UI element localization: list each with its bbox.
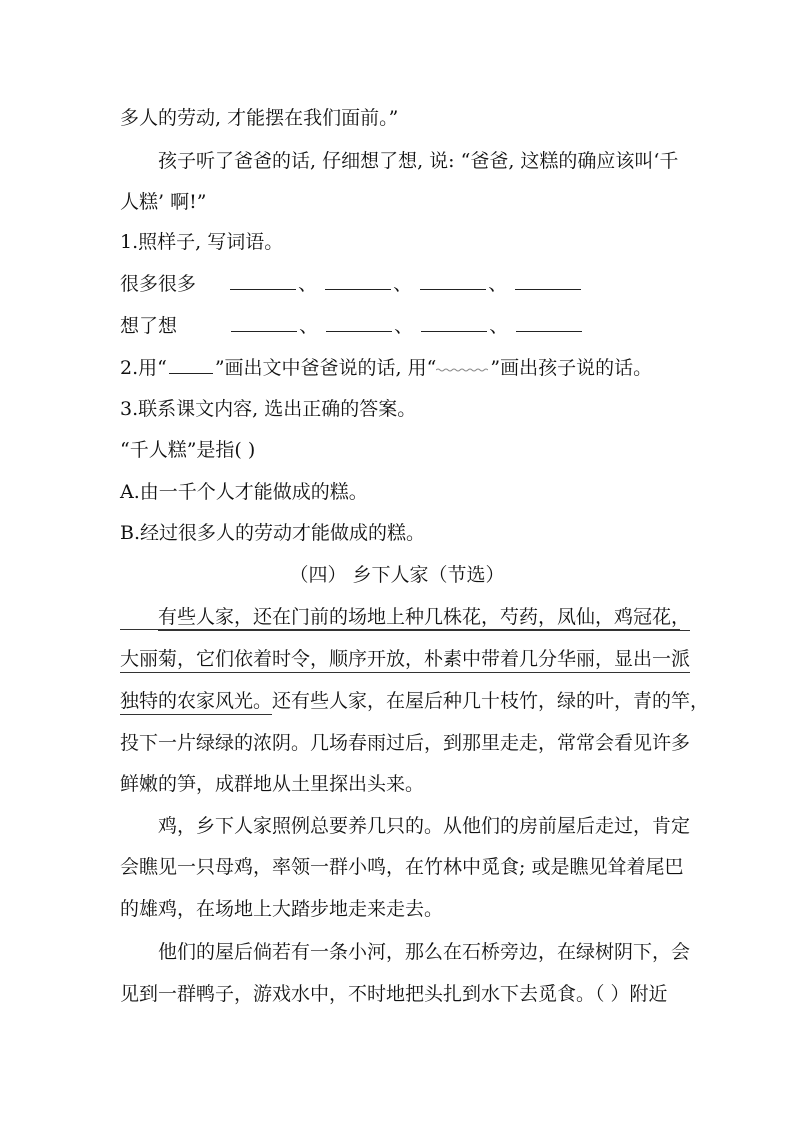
- q2-text: ”画出孩子说的话。: [490, 357, 653, 379]
- text-line: 见到一群鸭子，游戏水中，不时地把头扎到水下去觅食。（ ）附近: [120, 983, 668, 1005]
- wavy-underline-sample: [436, 358, 490, 374]
- separator: 、: [488, 273, 508, 295]
- question-3-stem: “千人糕”是指( ): [120, 439, 256, 461]
- answer-blank[interactable]: [325, 273, 391, 290]
- question-3: 3.联系课文内容, 选出正确的答案。: [120, 398, 417, 420]
- example-row-2: [120, 314, 584, 338]
- question-1: 1.照样子, 写词语。: [120, 231, 284, 253]
- separator: 、: [393, 273, 413, 295]
- example-word: 想了想: [120, 315, 178, 337]
- section-title: （四） 乡下人家（节选）: [289, 564, 505, 586]
- answer-blank[interactable]: [515, 273, 581, 290]
- separator: 、: [489, 315, 509, 337]
- answer-blank[interactable]: [420, 273, 486, 290]
- separator: 、: [298, 273, 318, 295]
- q2-text: 2.用“: [120, 357, 167, 379]
- text-line: 多人的劳动, 才能摆在我们面前。”: [120, 107, 399, 129]
- text-span: 还有些人家，在屋后种几十枝竹，绿的叶，青的竿，: [272, 690, 710, 712]
- option-a[interactable]: A.由一千个人才能做成的糕。: [120, 481, 368, 503]
- text-line: 会瞧见一只母鸡，率领一群小鸣，在竹林中觅食; 或是瞧见耸着尾巴: [120, 856, 684, 878]
- example-row-1: [120, 272, 583, 296]
- text-line: 鸡，乡下人家照例总要养几只的。从他们的房前屋后走过，肯定: [158, 815, 691, 837]
- straight-underline-sample: [169, 357, 213, 374]
- text-line: 鲜嫩的笋，成群地从土里探出头来。: [120, 773, 425, 795]
- text-line: 的雄鸡，在场地上大踏步地走来走去。: [120, 898, 444, 920]
- underlined-sentence: 有些人家，还在门前的场地上种几株花，芍药，凤仙，鸡冠花，: [158, 606, 690, 631]
- answer-blank[interactable]: [326, 315, 392, 332]
- text-line: 人糕’ 啊!”: [120, 191, 207, 213]
- option-b[interactable]: B.经过很多人的劳动才能做成的糕。: [120, 522, 426, 544]
- text-line: 投下一片绿绿的浓阴。几场春雨过后，到那里走走，常常会看见许多: [120, 732, 691, 754]
- separator: 、: [299, 315, 319, 337]
- answer-blank[interactable]: [230, 273, 296, 290]
- separator: 、: [394, 315, 414, 337]
- answer-blank[interactable]: [516, 315, 582, 332]
- text-line: 孩子听了爸爸的话, 仔细想了想, 说: “爸爸, 这糕的确应该叫‘千: [158, 150, 679, 172]
- underlined-sentence: 独特的农家风光。: [120, 690, 272, 715]
- question-2: [120, 356, 652, 380]
- text-line: [158, 605, 690, 629]
- underlined-sentence: 大丽菊，它们依着时令，顺序开放，朴素中带着几分华丽，显出一派: [120, 648, 690, 673]
- underline-rule: [120, 629, 680, 630]
- answer-blank[interactable]: [231, 315, 297, 332]
- text-line: [120, 689, 709, 713]
- text-line: 他们的屋后倘若有一条小河，那么在石桥旁边，在绿树阴下，会: [158, 941, 691, 963]
- answer-blank[interactable]: [421, 315, 487, 332]
- example-word: 很多很多: [120, 273, 197, 295]
- text-line: [120, 647, 690, 671]
- q2-text: ”画出文中爸爸说的话, 用“: [214, 357, 437, 379]
